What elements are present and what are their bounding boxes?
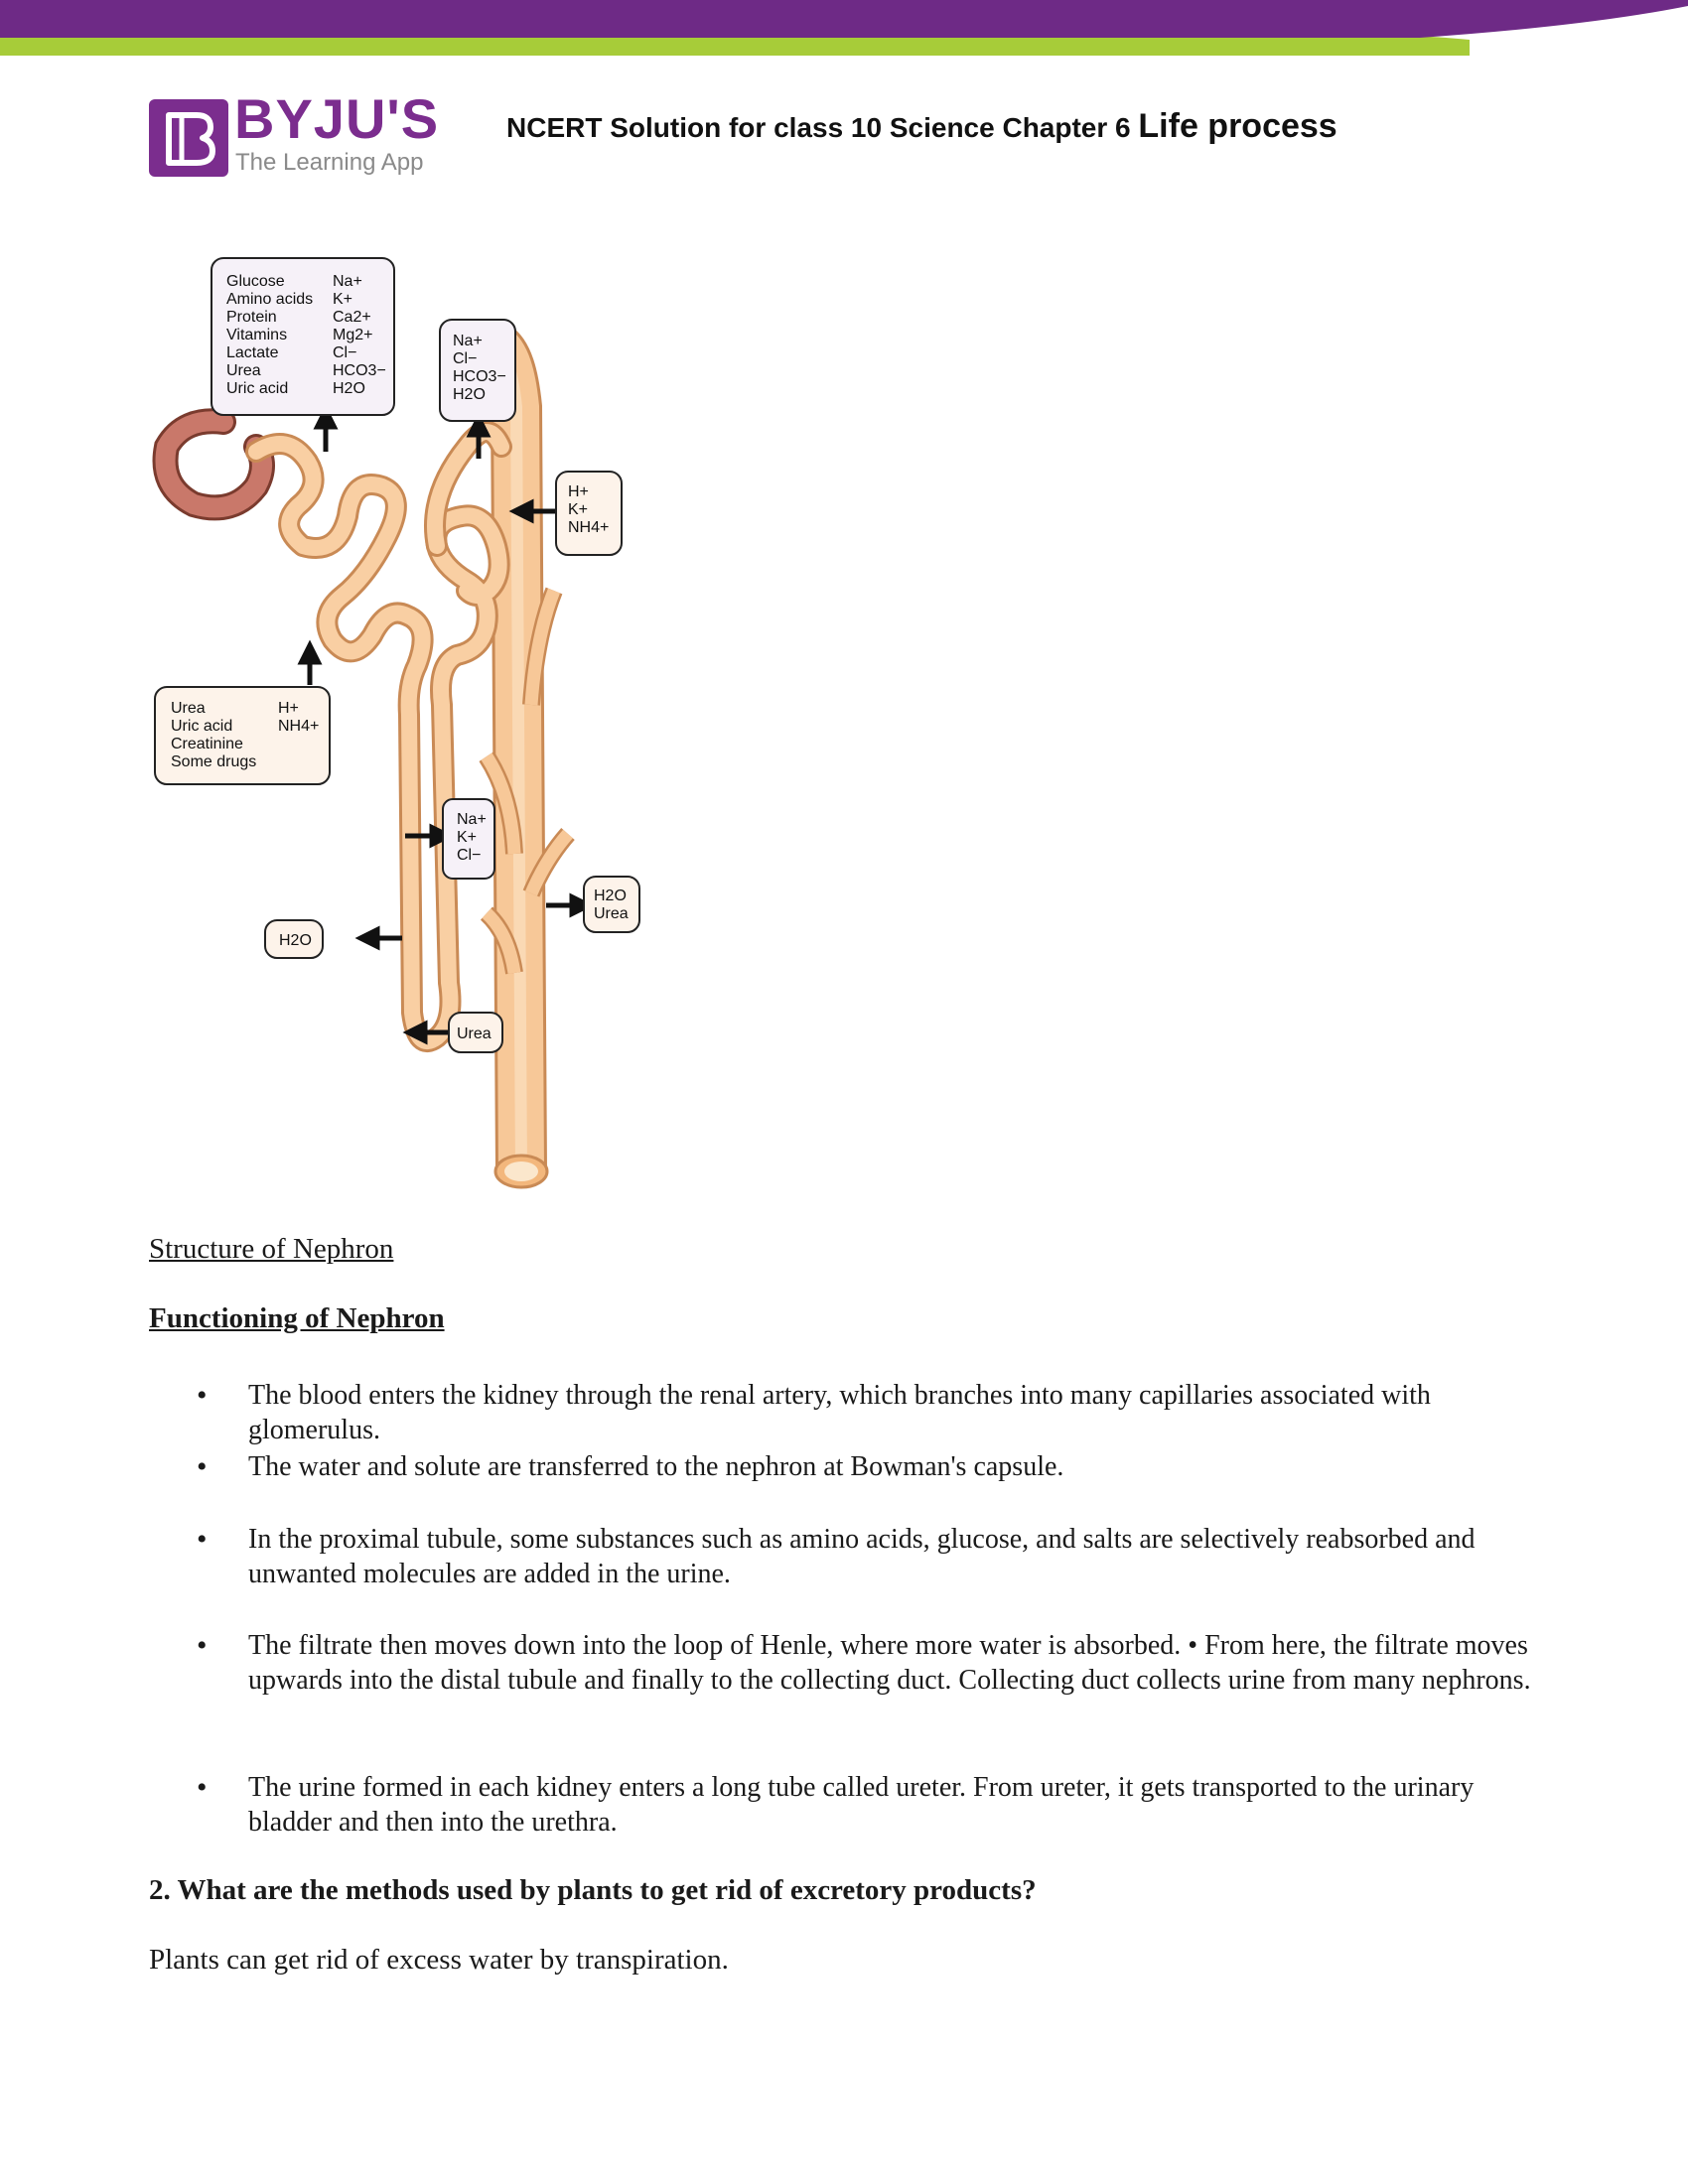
section-heading: Functioning of Nephron (149, 1302, 445, 1334)
dct-secreted-2: NH4+ (568, 519, 610, 536)
pct-secreted-left-0: Urea (171, 700, 206, 717)
bullet-item: • In the proximal tubule, some substances such as amino acids, glucose, and salts are selectively reabsorbed and unwanted molecules are added in the urine. (248, 1522, 1559, 1591)
page-title (506, 107, 1337, 146)
duct-out-1: Urea (594, 905, 629, 922)
brand-name: BYJU'S (234, 87, 440, 150)
dct-secreted-1: K+ (568, 501, 589, 518)
loop-salts-0: Na+ (457, 811, 487, 828)
pct-reabsorbed-left-1: Amino acids (226, 291, 314, 308)
pct-reabsorbed-right-6: H2O (333, 380, 365, 397)
pct-reabsorbed-right-4: Cl− (333, 344, 357, 361)
loop-water: H2O (279, 932, 312, 949)
loop-salts-1: K+ (457, 829, 478, 846)
pct-reabsorbed-left-2: Protein (226, 309, 277, 326)
pct-reabsorbed-left-3: Vitamins (226, 327, 288, 343)
dct-reabsorbed-3: H2O (453, 386, 486, 403)
brand-tagline: The Learning App (235, 149, 424, 176)
pct-reabsorbed-right-1: K+ (333, 291, 353, 308)
title-main: NCERT Solution for class 10 Science Chapter 6 (506, 112, 1139, 143)
dct-reabsorbed-0: Na+ (453, 333, 483, 349)
pct-reabsorbed-right-2: Ca2+ (333, 309, 371, 326)
bullet-item: • The urine formed in each kidney enters a long tube called ureter. From ureter, it gets transported to the urinary bladder and then into the urethra. (248, 1770, 1559, 1840)
pct-reabsorbed-left-5: Urea (226, 362, 261, 379)
bullet-item: • The water and solute are transferred to the nephron at Bowman's capsule. (248, 1449, 1559, 1484)
answer-text: Plants can get rid of excess water by transpiration. (149, 1944, 729, 1976)
bullet-item: • The filtrate then moves down into the loop of Henle, where more water is absorbed. • From here, the filtrate moves upwards into the distal tubule and finally to the collecting duct. Collecting duct collects urine from many nephrons. (248, 1628, 1559, 1698)
pct-secreted-left-3: Some drugs (171, 753, 257, 770)
pct-secreted-right-1: NH4+ (278, 718, 320, 735)
title-emphasis: Life process (1138, 107, 1337, 145)
pct-reabsorbed-right-0: Na+ (333, 273, 362, 290)
duct-out-0: H2O (594, 887, 627, 904)
pct-secreted-left-2: Creatinine (171, 736, 243, 752)
pct-reabsorbed-right-3: Mg2+ (333, 327, 373, 343)
loop-salts-2: Cl− (457, 847, 482, 864)
bullet-item: • The blood enters the kidney through the renal artery, which branches into many capillaries associated with glomerulus. (248, 1378, 1559, 1447)
brand-logo-mark (149, 99, 228, 177)
urea-label: Urea (457, 1025, 492, 1042)
dct-secreted-0: H+ (568, 483, 589, 500)
dct-reabsorbed-1: Cl− (453, 350, 478, 367)
box-dct-secreted (556, 472, 622, 555)
nephron-diagram (139, 248, 655, 1201)
pct-reabsorbed-left-0: Glucose (226, 273, 285, 290)
pct-secreted-right-0: H+ (278, 700, 299, 717)
pct-secreted-left-1: Uric acid (171, 718, 233, 735)
question-heading: 2. What are the methods used by plants to get rid of excretory products? (149, 1874, 1037, 1906)
pct-reabsorbed-left-6: Uric acid (226, 380, 289, 397)
pct-reabsorbed-right-5: HCO3− (333, 362, 386, 379)
figure-caption: Structure of Nephron (149, 1233, 394, 1265)
pct-reabsorbed-left-4: Lactate (226, 344, 279, 361)
top-banner (0, 0, 1688, 62)
dct-reabsorbed-2: HCO3− (453, 368, 506, 385)
box-duct-out (584, 877, 639, 932)
